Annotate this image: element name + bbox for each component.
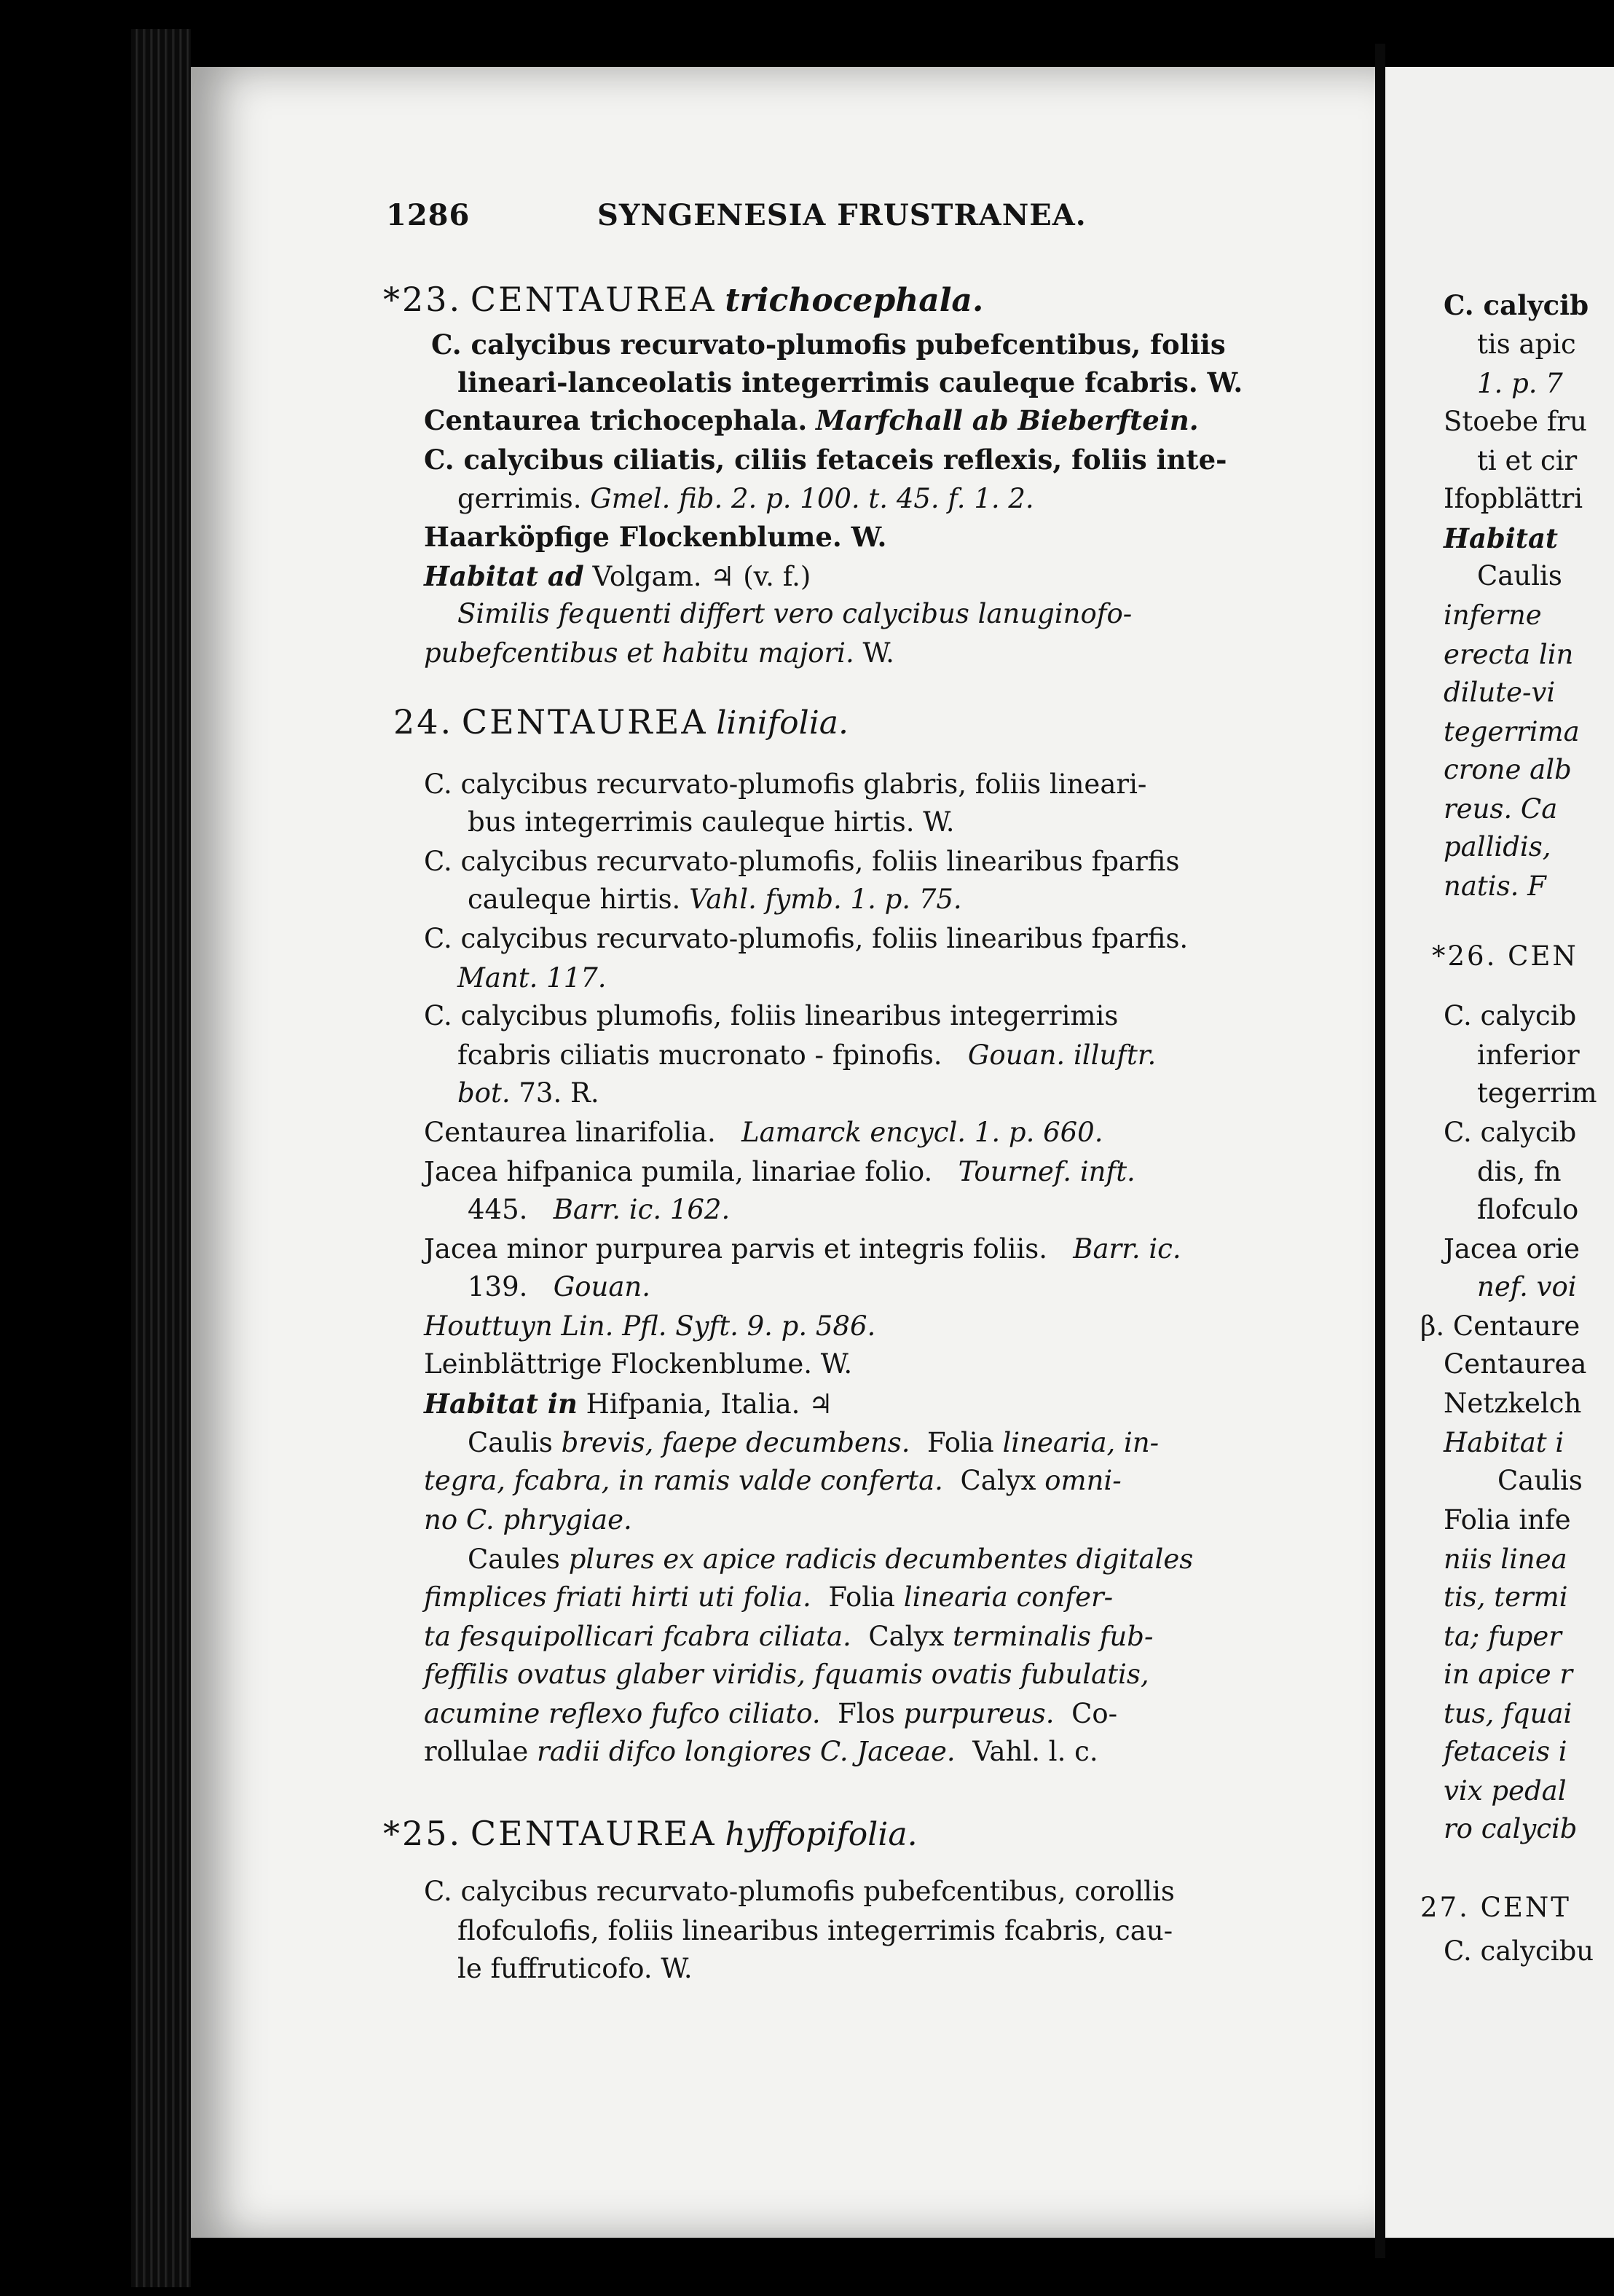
right-text-line: fetaceis i (1444, 1736, 1567, 1767)
text-line: C. calycibus plumofis, foliis linearibus integerrimis (424, 1000, 1119, 1031)
right-text-line: inferior (1477, 1039, 1580, 1071)
text-line: Leinblättrige Flockenblume. W. (424, 1348, 853, 1380)
right-text-line: ti et cir (1477, 445, 1578, 476)
right-text-line: C. calycib (1444, 1117, 1577, 1148)
text-line: Habitat in Hifpania, Italia. ♃ (424, 1388, 833, 1420)
right-text-line: 1. p. 7 (1477, 368, 1563, 399)
right-text-line: ro calycib (1444, 1813, 1578, 1844)
text-line: tegra, fcabra, in ramis valde conferta. Calyx omni- (424, 1465, 1122, 1496)
right-text-line: erecta lin (1444, 639, 1574, 670)
text-line: 139. Gouan. (468, 1271, 650, 1302)
text-line: pubefcentibus et habitu majori. W. (424, 637, 894, 669)
right-text-line: tis, termi (1444, 1581, 1568, 1613)
right-text-line: Caulis (1497, 1465, 1583, 1496)
text-line: cauleque hirtis. Vahl. fymb. 1. p. 75. (468, 884, 962, 915)
text-line: Similis fequenti differt vero calycibus lanuginofo- (457, 598, 1133, 629)
text-line: lineari-lanceolatis integerrimis cauleque fcabris. W. (457, 366, 1243, 398)
right-text-line: ta; fuper (1444, 1621, 1562, 1652)
text-line: C. calycibus recurvato-plumofis glabris, foliis lineari- (424, 768, 1147, 800)
right-text-line: C. calycib (1444, 1000, 1577, 1031)
right-text-line: C. calycib (1444, 289, 1589, 321)
right-text-line: vix pedal (1444, 1775, 1567, 1806)
right-text-line: tus, fquai (1444, 1698, 1572, 1729)
text-line: Mant. 117. (457, 962, 607, 994)
text-line: flofculofis, foliis linearibus integerrimis fcabris, cau- (457, 1915, 1173, 1946)
text-line: ta fesquipollicari fcabra ciliata. Calyx terminalis fub- (424, 1621, 1154, 1652)
right-text-line: reus. Ca (1444, 793, 1558, 825)
text-line: Caules plures ex apice radicis decumbentes digitales (468, 1544, 1194, 1575)
right-text-line: C. calycibu (1444, 1935, 1594, 1967)
right-text-line: Centaurea (1444, 1348, 1587, 1380)
right-text-line: inferne (1444, 599, 1542, 631)
right-text-line: crone alb (1444, 754, 1572, 785)
right-text-line: Jacea orie (1444, 1233, 1580, 1265)
text-line: C. calycibus recurvato-plumofis pubefcentibus, foliis (431, 329, 1226, 361)
text-line: Jacea hifpanica pumila, linariae folio. Tournef. inft. (424, 1156, 1135, 1187)
text-line: Centaurea trichocephala. Marfchall ab Bieberftein. (424, 404, 1199, 436)
text-line: Houttuyn Lin. Pfl. Syft. 9. p. 586. (424, 1310, 876, 1342)
right-text-line: Netzkelch (1444, 1388, 1582, 1419)
right-text-line: natis. F (1444, 870, 1546, 902)
text-line: fimplices friati hirti uti folia. Folia linearia confer- (424, 1581, 1114, 1613)
right-text-line: flofculo (1477, 1194, 1579, 1225)
entry-heading-25: *25. CENTAUREA hyffopifolia. (383, 1814, 918, 1853)
text-line: Haarköpfige Flockenblume. W. (424, 521, 887, 553)
text-line: feffilis ovatus glaber viridis, fquamis ovatis fubulatis, (424, 1659, 1149, 1690)
running-title: SYNGENESIA FRUSTRANEA. (597, 198, 1087, 232)
text-line: no C. phrygiae. (424, 1504, 632, 1536)
right-text-line: niis linea (1444, 1544, 1567, 1575)
text-line: gerrimis. Gmel. fib. 2. p. 100. t. 45. f. 1. 2. (457, 483, 1034, 514)
text-line: Jacea minor purpurea parvis et integris foliis. Barr. ic. (424, 1233, 1181, 1265)
right-text-line: dilute-vi (1444, 677, 1556, 708)
right-text-line: Ifopblättri (1444, 483, 1583, 514)
text-line: fcabris ciliatis mucronato - fpinofis. Gouan. illuftr. (457, 1039, 1157, 1071)
text-line: C. calycibus recurvato-plumofis, foliis linearibus fparfis (424, 846, 1180, 877)
text-line: rollulae radii difco longiores C. Jaceae. Vahl. l. c. (424, 1736, 1098, 1767)
right-heading: *26. CEN (1432, 940, 1578, 972)
text-line: Caulis brevis, faepe decumbens. Folia linearia, in- (468, 1427, 1160, 1458)
right-text-line: Folia infe (1444, 1504, 1571, 1536)
right-text-line: Habitat i (1444, 1427, 1564, 1458)
right-text-line: pallidis, (1444, 831, 1551, 862)
text-line: 445. Barr. ic. 162. (468, 1194, 731, 1225)
right-heading: 27. CENT (1420, 1892, 1571, 1923)
text-line: bot. 73. R. (457, 1077, 599, 1109)
book-gutter (1375, 44, 1385, 2258)
right-text-line: in apice r (1444, 1659, 1573, 1690)
text-line: C. calycibus recurvato-plumofis, foliis linearibus fparfis. (424, 923, 1189, 954)
right-text-line: tegerrima (1444, 716, 1580, 747)
right-text-line: tis apic (1477, 329, 1576, 360)
right-text-line: nef. voi (1477, 1271, 1577, 1302)
right-text-line: Caulis (1477, 560, 1562, 591)
book-page-edges (131, 29, 191, 2287)
entry-heading-23: *23. CENTAUREA trichocephala. (383, 280, 984, 319)
right-text-line: dis, fn (1477, 1156, 1562, 1187)
text-line: C. calycibus ciliatis, ciliis fetaceis reflexis, foliis inte- (424, 444, 1227, 476)
text-line: C. calycibus recurvato-plumofis pubefcentibus, corollis (424, 1876, 1175, 1907)
right-text-line: β. Centaure (1420, 1310, 1580, 1342)
entry-heading-24: 24. CENTAUREA linifolia. (393, 702, 849, 742)
text-line: Centaurea linarifolia. Lamarck encycl. 1. p. 660. (424, 1117, 1103, 1148)
right-text-line: Habitat (1444, 522, 1559, 554)
text-line: le fuffruticofo. W. (457, 1953, 693, 1984)
text-line: bus integerrimis cauleque hirtis. W. (468, 806, 955, 838)
right-text-line: tegerrim (1477, 1077, 1597, 1109)
page-number: 1286 (386, 198, 471, 232)
text-line: acumine reflexo fufco ciliato. Flos purpureus. Co- (424, 1698, 1118, 1729)
text-line: Habitat ad Volgam. ♃ (v. f.) (424, 560, 811, 592)
right-text-line: Stoebe fru (1444, 406, 1587, 437)
